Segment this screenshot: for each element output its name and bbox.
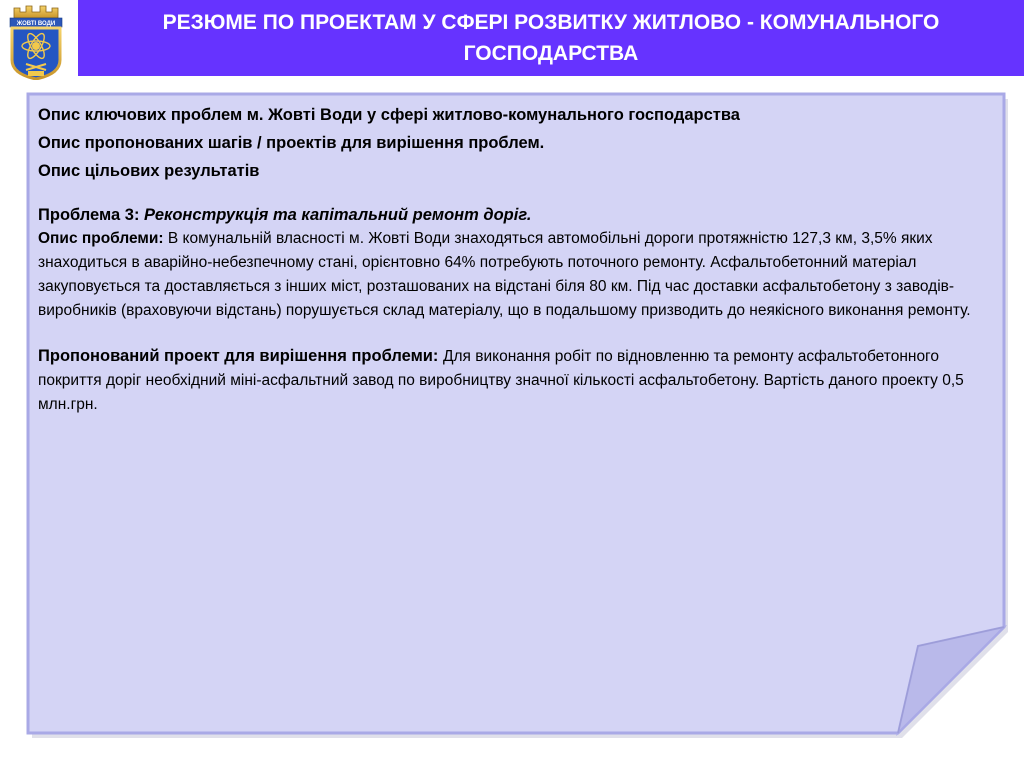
svg-text:ЖОВТІ ВОДИ: ЖОВТІ ВОДИ <box>16 21 56 27</box>
description-text: В комунальній власності м. Жовті Води знаходяться автомобільні дороги протяжністю 127,3 км, 3,5% яких знаходиться в аварійно-небезпечному стані, орієнтовно 64% потребують поточного ремонту. Асфальтобетонний матеріал закуповується та доставляється з інших міст, розташованих на відстані біля 80 км. Під час доставки асфальтобетону з заводів-виробників (враховуючи відстань) порушується склад матеріалу, що в подальшому призводить до неякісного виконання ремонту. <box>38 230 971 319</box>
problem-heading <box>38 203 988 227</box>
problem-description <box>38 227 988 323</box>
description-label: Опис проблеми: <box>38 230 168 247</box>
problem-label: Проблема 3: <box>38 206 145 224</box>
summary-headings <box>38 101 988 185</box>
heading-proposed-steps: Опис пропонованих шагів / проектів для вирішення проблем. <box>38 134 545 152</box>
page-title-line2: ГОСПОДАРСТВА <box>463 42 639 65</box>
proposed-project <box>38 344 988 417</box>
heading-target-results: Опис цільових результатів <box>38 162 260 180</box>
heading-key-problems: Опис ключових проблем м. Жовті Води у сфері житлово-комунального господарства <box>38 106 740 124</box>
page-title-line1: РЕЗЮМЕ ПО ПРОЕКТАМ У СФЕРІ РОЗВИТКУ ЖИТЛОВО - КОМУНАЛЬНОГО <box>162 11 940 34</box>
project-label: Пропонований проект для вирішення проблеми: <box>38 347 444 365</box>
project-text: Для виконання робіт по відновленню та ремонту асфальтобетонного покриття доріг необхідний міні-асфальтний завод по виробництву значної кількості асфальтобетону. Вартість даного проекту 0,5 млн.грн. <box>38 348 964 413</box>
note-content <box>38 101 988 417</box>
problem-title: Реконструкція та капітальний ремонт доріг. <box>144 206 532 224</box>
